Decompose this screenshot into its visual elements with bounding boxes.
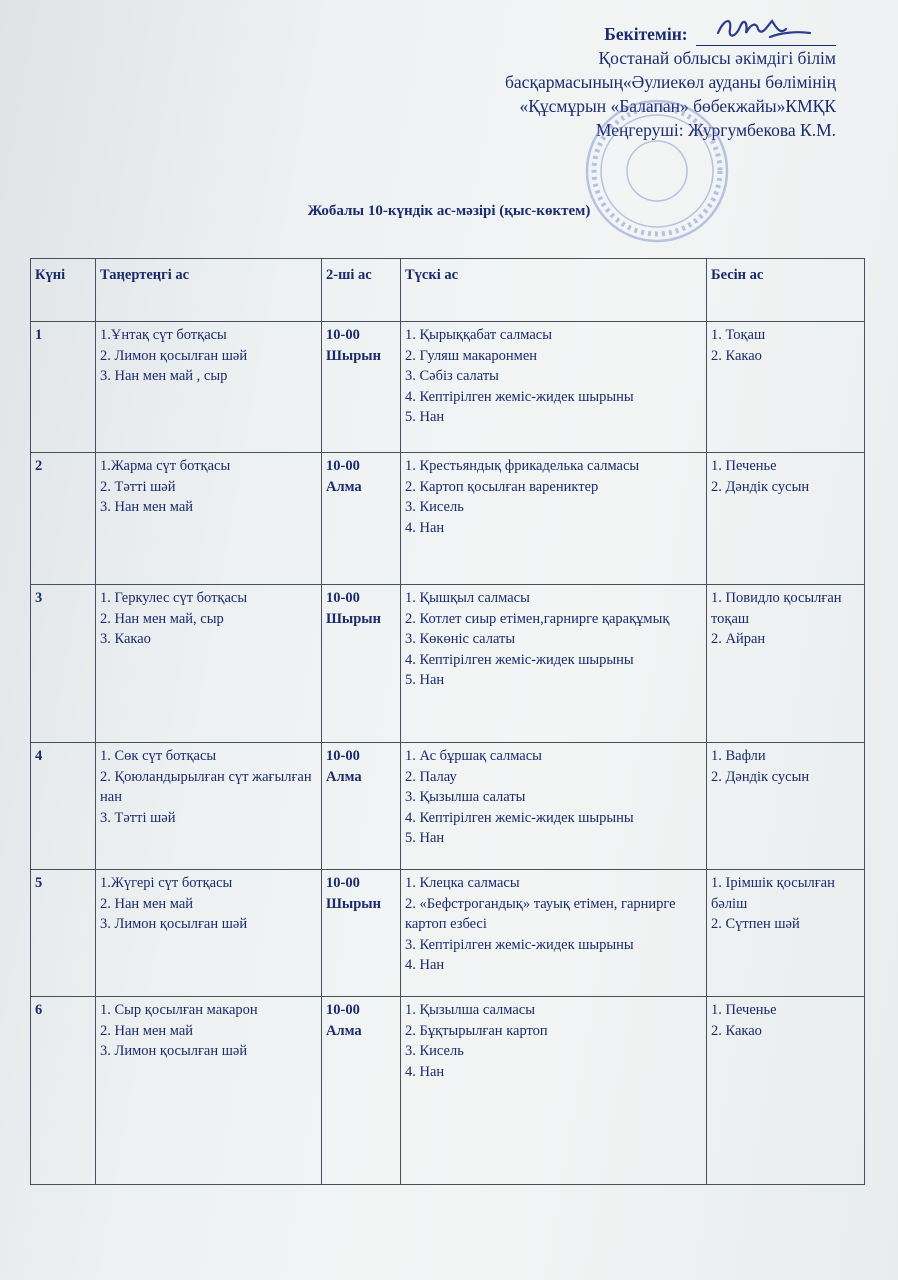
day-cell: 6 (31, 997, 96, 1185)
list-item: 3. Какао (100, 631, 151, 647)
list-item: 2. Какао (711, 1022, 762, 1039)
list-item: 3. Кисель (405, 1043, 464, 1059)
approve-label: Бекітемін: (604, 24, 688, 44)
list-item: 2. Сүтпен шәй (711, 916, 800, 932)
header-line-4: Меңгеруші: Жургумбекова К.М. (595, 120, 836, 140)
list-item: 4. Кептірілген жеміс-жидек шырыны (405, 388, 634, 405)
lunch-cell (401, 585, 707, 743)
list-item: 3. Кептірілген жеміс-жидек шырыны (405, 936, 634, 953)
list-item: 1. Клецка салмасы (405, 875, 520, 891)
list-item: 1. Сөк сүт ботқасы (100, 748, 217, 764)
breakfast-cell (96, 997, 322, 1185)
document-title: Жобалы 10-күндік ас-мәзірі (қыс-көктем) (307, 203, 591, 219)
snack-item: Шырын (326, 895, 381, 912)
breakfast-cell (96, 322, 322, 453)
table-row (31, 997, 865, 1185)
list-item: 1. Печенье (711, 458, 777, 474)
column-header-afternoon: Бесін ас (707, 259, 865, 322)
list-item: 3. Қызылша салаты (405, 789, 526, 805)
list-item: 4. Нан (405, 1063, 445, 1080)
day-cell: 3 (31, 585, 96, 743)
snack-item: Шырын (326, 610, 381, 627)
table-row (31, 743, 865, 870)
list-item: 1.Ұнтақ сүт ботқасы (100, 327, 227, 343)
breakfast-cell (96, 870, 322, 997)
list-item: 2. Картоп қосылған варениктер (405, 478, 599, 495)
list-item: 1.Жарма сүт ботқасы (100, 458, 231, 474)
list-item: 2. Гуляш макаронмен (405, 347, 538, 364)
lunch-cell (401, 743, 707, 870)
table-header-row (31, 259, 865, 322)
list-item: 1. Повидло қосылған тоқаш (711, 590, 842, 627)
afternoon-cell (707, 585, 865, 743)
snack-item: Алма (326, 1022, 362, 1039)
list-item: 1. Қырыққабат салмасы (405, 327, 552, 343)
lunch-cell (401, 997, 707, 1185)
signature-icon (710, 11, 820, 47)
second-meal-cell (322, 322, 401, 453)
list-item: 2. Лимон қосылған шәй (100, 347, 248, 364)
list-item: 3. Лимон қосылған шәй (100, 916, 248, 932)
list-item: 4. Кептірілген жеміс-жидек шырыны (405, 651, 634, 668)
table-row (31, 870, 865, 997)
list-item: 5. Нан (405, 830, 445, 846)
list-item: 1.Жүгері сүт ботқасы (100, 875, 233, 891)
list-item: 1. Геркулес сүт ботқасы (100, 590, 248, 606)
list-item: 1. Ас бұршақ салмасы (405, 748, 542, 764)
list-item: 3. Нан мен май , сыр (100, 368, 228, 384)
list-item: 5. Нан (405, 409, 445, 425)
list-item: 3. Тәтті шәй (100, 809, 176, 826)
signature-line (696, 27, 836, 46)
list-item: 4. Нан (405, 957, 445, 973)
table-row (31, 322, 865, 453)
list-item: 2. Тәтті шәй (100, 478, 176, 495)
breakfast-cell (96, 453, 322, 585)
header-line-3: «Құсмұрын «Балапан» бөбекжайы»КМҚК (519, 96, 836, 116)
list-item: 2. Айран (711, 631, 766, 647)
snack-time: 10-00 (326, 748, 360, 764)
lunch-cell (401, 453, 707, 585)
second-meal-cell (322, 743, 401, 870)
breakfast-cell (96, 585, 322, 743)
table-row (31, 585, 865, 743)
list-item: 1. Крестьяндық фрикаделька салмасы (405, 458, 640, 474)
list-item: 2. Нан мен май (100, 895, 194, 912)
snack-time: 10-00 (326, 458, 360, 474)
approve-line (505, 22, 836, 46)
stamp-icon (582, 96, 732, 246)
list-item: 2. Дәндік сусын (711, 478, 810, 495)
second-meal-cell (322, 870, 401, 997)
list-item: 3. Көкөніс салаты (405, 631, 516, 647)
column-header-second-meal: 2-ші ас (322, 259, 401, 322)
column-header-lunch: Түскі ас (401, 259, 707, 322)
snack-item: Шырын (326, 347, 381, 364)
afternoon-cell (707, 743, 865, 870)
header-line-1: Қостанай облысы әкімдігі білім (598, 48, 836, 68)
list-item: 2. Қоюландырылған сүт жағылған нан (100, 768, 312, 805)
breakfast-cell (96, 743, 322, 870)
list-item: 1. Вафли (711, 748, 766, 764)
list-item: 2. Котлет сиыр етімен,гарнирге қарақұмық (405, 610, 670, 627)
list-item: 3. Нан мен май (100, 499, 194, 515)
list-item: 4. Нан (405, 519, 445, 536)
lunch-cell (401, 322, 707, 453)
list-item: 3. Кисель (405, 499, 464, 515)
list-item: 1. Қышқыл салмасы (405, 590, 530, 606)
second-meal-cell (322, 585, 401, 743)
menu-table (30, 258, 865, 1185)
snack-time: 10-00 (326, 327, 360, 343)
day-cell: 2 (31, 453, 96, 585)
day-cell: 4 (31, 743, 96, 870)
day-cell: 1 (31, 322, 96, 453)
list-item: 1. Сыр қосылған макарон (100, 1002, 258, 1018)
list-item: 1. Ірімшік қосылған бәліш (711, 875, 835, 912)
list-item: 2. Палау (405, 768, 457, 785)
list-item: 2. Бұқтырылған картоп (405, 1022, 548, 1039)
snack-item: Алма (326, 478, 362, 495)
second-meal-cell (322, 997, 401, 1185)
table-row (31, 453, 865, 585)
list-item: 1. Қызылша салмасы (405, 1002, 535, 1018)
list-item: 2. «Бефстрогандық» тауық етімен, гарнирге картоп езбесі (405, 895, 676, 932)
list-item: 3. Лимон қосылған шәй (100, 1043, 248, 1059)
list-item: 1. Тоқаш (711, 327, 766, 343)
column-header-breakfast: Таңертеңгі ас (96, 259, 322, 322)
column-header-day: Күні (31, 259, 96, 322)
list-item: 3. Сәбіз салаты (405, 368, 499, 384)
snack-time: 10-00 (326, 590, 360, 606)
afternoon-cell (707, 322, 865, 453)
list-item: 2. Дәндік сусын (711, 768, 810, 785)
second-meal-cell (322, 453, 401, 585)
day-cell: 5 (31, 870, 96, 997)
list-item: 2. Нан мен май, сыр (100, 610, 224, 627)
afternoon-cell (707, 453, 865, 585)
list-item: 2. Нан мен май (100, 1022, 194, 1039)
afternoon-cell (707, 870, 865, 997)
list-item: 5. Нан (405, 672, 445, 688)
afternoon-cell (707, 997, 865, 1185)
snack-item: Алма (326, 768, 362, 785)
list-item: 1. Печенье (711, 1002, 777, 1018)
list-item: 4. Кептірілген жеміс-жидек шырыны (405, 809, 634, 826)
header-line-2: басқармасының«Әулиекөл ауданы бөлімінің (505, 72, 836, 92)
list-item: 2. Какао (711, 347, 762, 364)
lunch-cell (401, 870, 707, 997)
snack-time: 10-00 (326, 875, 360, 891)
snack-time: 10-00 (326, 1002, 360, 1018)
